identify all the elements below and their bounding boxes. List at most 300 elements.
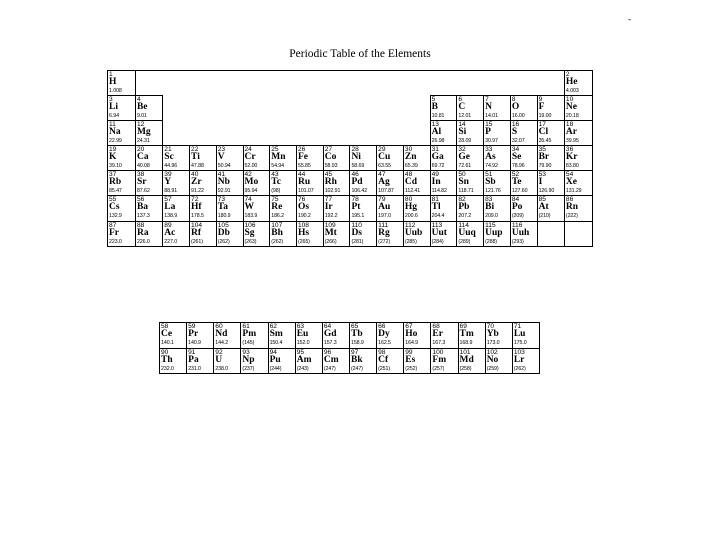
element-symbol: Uup	[485, 227, 503, 238]
element-cell-content	[484, 96, 510, 120]
element-symbol: Sg	[244, 227, 255, 238]
atomic-number: 30	[404, 146, 413, 154]
element-symbol: V	[217, 152, 225, 163]
atomic-number: 4	[136, 96, 141, 104]
element-symbol: Bk	[350, 354, 363, 365]
element-cell-content	[244, 196, 270, 220]
element-symbol: Ar	[565, 127, 577, 138]
element-cell-content	[404, 146, 430, 170]
element-symbol: S	[511, 127, 518, 138]
element-cell	[564, 71, 592, 96]
atomic-number: 73	[217, 196, 226, 204]
atomic-number: 34	[511, 146, 520, 154]
element-cell	[350, 221, 377, 246]
element-cell	[564, 96, 592, 121]
element-symbol: Bi	[485, 202, 495, 213]
element-cell-content	[324, 222, 350, 246]
atomic-number: 58	[161, 323, 169, 330]
empty-gap	[350, 71, 377, 96]
atomic-mass: 175.0	[513, 340, 527, 346]
atomic-number: 36	[565, 146, 574, 154]
element-cell-content	[513, 349, 539, 374]
atomic-number: 10	[565, 96, 574, 104]
atomic-number: 18	[565, 121, 574, 129]
element-cell	[243, 146, 270, 171]
atomic-mass: 192.2	[324, 213, 338, 220]
element-cell	[377, 196, 404, 221]
atomic-number: 43	[271, 171, 279, 179]
atomic-number: 96	[323, 348, 332, 356]
atomic-number: 89	[164, 221, 172, 229]
atomic-mass: (285)	[404, 238, 417, 245]
atomic-mass: (257)	[432, 365, 445, 372]
empty-gap	[163, 71, 190, 96]
element-cell-content	[217, 146, 243, 170]
element-symbol: Uuh	[511, 227, 530, 238]
empty-gap	[323, 96, 350, 121]
element-cell-content	[457, 196, 483, 220]
atomic-number: 56	[136, 196, 145, 204]
element-cell-content	[377, 349, 403, 374]
element-cell-content	[377, 222, 403, 246]
atomic-mass: 197.0	[378, 213, 391, 220]
element-cell	[537, 96, 564, 121]
element-symbol: Ir	[324, 202, 333, 213]
element-symbol: Ta	[217, 202, 228, 213]
element-symbol: Pa	[188, 354, 199, 365]
element-cell-content	[511, 146, 537, 170]
element-cell-content	[163, 146, 189, 170]
element-symbol: Al	[431, 127, 442, 138]
element-cell	[296, 171, 323, 196]
element-cell-content	[136, 222, 162, 246]
element-cell-content	[297, 196, 323, 220]
element-cell-content	[377, 146, 403, 170]
element-cell-content	[565, 71, 592, 95]
empty-gap	[243, 71, 270, 96]
element-cell	[564, 146, 592, 171]
element-cell-content	[565, 196, 592, 220]
element-cell	[163, 221, 190, 246]
element-cell	[510, 196, 537, 221]
element-cell	[537, 121, 564, 146]
element-cell-content	[350, 222, 376, 246]
element-cell-content	[324, 196, 350, 220]
atomic-mass: 126.90	[538, 188, 555, 195]
element-cell-content	[270, 222, 296, 246]
element-cell	[216, 146, 243, 171]
element-cell	[350, 196, 377, 221]
element-cell	[216, 196, 243, 221]
element-cell-content	[108, 146, 135, 170]
element-cell	[322, 323, 349, 349]
element-symbol: H	[109, 77, 117, 87]
empty-gap	[296, 71, 323, 96]
period-row	[108, 121, 593, 146]
atomic-mass: 107.87	[378, 188, 394, 195]
element-cell	[349, 323, 376, 349]
element-cell-content	[324, 171, 350, 195]
element-cell	[187, 348, 214, 374]
element-cell	[108, 196, 136, 221]
atomic-mass: 173.0	[486, 340, 500, 346]
empty-gap	[403, 71, 430, 96]
atomic-mass: 28.09	[458, 138, 472, 145]
element-cell-content	[163, 171, 189, 195]
atomic-mass: 204.4	[431, 213, 445, 220]
element-cell	[457, 221, 484, 246]
atomic-number: 17	[538, 121, 546, 129]
element-cell	[564, 221, 592, 246]
element-cell	[190, 146, 217, 171]
atomic-mass: 50.94	[217, 163, 231, 170]
element-symbol: Am	[296, 354, 312, 365]
element-cell-content	[214, 323, 240, 348]
empty-gap	[270, 121, 297, 146]
element-symbol: At	[538, 202, 549, 213]
element-cell-content	[297, 146, 323, 170]
element-symbol: Kr	[565, 152, 578, 163]
element-cell-content	[565, 146, 592, 170]
atomic-number: 49	[431, 171, 439, 179]
atomic-mass: 92.91	[217, 188, 231, 195]
element-cell-content	[431, 121, 457, 145]
atomic-mass: 183.9	[244, 213, 258, 220]
atomic-mass: 4.003	[565, 88, 579, 94]
element-cell-content	[486, 349, 512, 374]
element-cell-content	[486, 323, 512, 348]
atomic-mass: 65.39	[404, 163, 418, 170]
element-symbol: Xe	[565, 177, 577, 188]
element-cell	[537, 171, 564, 196]
element-symbol: Au	[378, 202, 391, 213]
atomic-mass: (252)	[405, 365, 418, 372]
element-symbol: Ag	[378, 177, 390, 188]
element-cell-content	[565, 96, 592, 120]
page-title: Periodic Table of the Elements	[289, 48, 431, 60]
element-cell-content	[244, 222, 270, 246]
element-cell	[323, 196, 350, 221]
element-cell	[163, 196, 190, 221]
atomic-mass: (210)	[538, 213, 551, 220]
element-cell	[135, 121, 162, 146]
element-cell-content	[404, 196, 430, 220]
element-cell	[108, 171, 136, 196]
element-cell	[135, 221, 162, 246]
atomic-number: 85	[538, 196, 546, 204]
element-cell-content	[190, 171, 216, 195]
empty-gap	[243, 121, 270, 146]
atomic-mass: 131.29	[565, 188, 582, 195]
atomic-number: 66	[378, 323, 386, 330]
element-symbol: Cs	[109, 202, 120, 213]
atomic-number: 7	[485, 96, 489, 104]
empty-gap	[216, 96, 243, 121]
atomic-number: 77	[324, 196, 333, 204]
atomic-number: 42	[244, 171, 252, 179]
atomic-mass: 140.9	[188, 340, 201, 346]
corner-mark: -	[628, 14, 631, 24]
atomic-mass: 9.01	[136, 113, 147, 120]
element-cell	[484, 146, 511, 171]
element-cell	[216, 221, 243, 246]
lanthanides-row	[160, 323, 540, 349]
element-symbol: Sb	[485, 177, 496, 188]
element-cell	[108, 221, 136, 246]
element-cell	[270, 221, 297, 246]
atomic-number: 110	[351, 221, 362, 229]
atomic-number: 83	[485, 196, 493, 204]
element-cell-content	[244, 146, 270, 170]
element-cell-content	[404, 222, 430, 246]
element-cell	[403, 146, 430, 171]
element-cell	[430, 96, 457, 121]
atomic-number: 48	[404, 171, 413, 179]
element-symbol: Ge	[458, 152, 470, 163]
element-symbol: Ti	[191, 152, 200, 163]
atomic-mass: 63.55	[378, 163, 391, 170]
element-symbol: O	[511, 102, 520, 113]
element-cell-content	[108, 96, 135, 120]
element-cell-content	[377, 196, 403, 220]
element-symbol: U	[215, 354, 223, 365]
element-symbol: In	[431, 177, 441, 188]
atomic-number: 3	[109, 96, 113, 104]
atomic-number: 79	[378, 196, 386, 204]
element-cell-content	[136, 146, 162, 170]
element-cell-content	[457, 96, 483, 120]
element-cell	[485, 323, 512, 349]
atomic-mass: 58.69	[351, 163, 365, 170]
atomic-number: 87	[109, 221, 117, 229]
atomic-mass: (288)	[485, 238, 497, 245]
atomic-mass: 40.08	[136, 163, 150, 170]
element-cell	[135, 96, 162, 121]
element-cell	[295, 323, 322, 349]
element-cell-content	[217, 196, 243, 220]
atomic-number: 60	[215, 323, 223, 330]
atomic-mass: 55.85	[297, 163, 311, 170]
element-cell-content	[431, 171, 457, 195]
atomic-number: 32	[458, 146, 466, 154]
element-cell	[268, 348, 295, 374]
element-symbol: Pm	[242, 329, 257, 339]
atomic-number: 84	[511, 196, 520, 204]
element-cell	[484, 221, 511, 246]
atomic-mass: 150.4	[269, 340, 283, 346]
element-cell	[270, 146, 297, 171]
atomic-mass: (262)	[513, 365, 526, 372]
atomic-mass: 232.0	[161, 365, 174, 372]
atomic-mass: 20.18	[565, 113, 579, 120]
atomic-mass: 52.00	[244, 163, 258, 170]
element-symbol: P	[485, 127, 491, 138]
element-symbol: Nd	[215, 329, 228, 339]
element-cell	[108, 121, 136, 146]
atomic-number: 41	[217, 171, 226, 179]
atomic-number: 68	[432, 323, 440, 330]
atomic-number: 38	[136, 171, 145, 179]
atomic-number: 9	[538, 96, 543, 104]
atomic-mass: (243)	[296, 365, 309, 372]
atomic-number: 62	[269, 323, 277, 330]
empty-gap	[135, 71, 162, 96]
element-cell	[377, 323, 404, 349]
atomic-number: 23	[217, 146, 226, 154]
atomic-number: 103	[513, 348, 525, 356]
element-cell	[458, 348, 485, 374]
element-cell	[377, 146, 404, 171]
atomic-mass: 152.0	[296, 340, 310, 346]
element-cell-content	[296, 323, 322, 348]
element-symbol: Uub	[404, 227, 423, 238]
atomic-mass: (247)	[350, 365, 363, 372]
element-cell	[403, 221, 430, 246]
element-cell	[135, 146, 162, 171]
empty-gap	[243, 96, 270, 121]
element-cell	[214, 323, 241, 349]
element-cell-content	[214, 349, 240, 374]
empty-gap	[430, 71, 457, 96]
element-symbol: Fr	[109, 227, 120, 238]
atomic-mass: 12.01	[458, 113, 472, 120]
element-symbol: Ac	[164, 227, 176, 238]
period-row	[108, 96, 593, 121]
element-symbol: Pd	[351, 177, 363, 188]
atomic-number: 113	[431, 221, 443, 229]
element-symbol: Te	[511, 177, 522, 188]
element-cell	[108, 71, 136, 96]
element-symbol: Mn	[271, 152, 286, 163]
element-cell-content	[350, 146, 376, 170]
element-symbol: Tc	[271, 177, 281, 188]
atomic-number: 27	[324, 146, 333, 154]
element-symbol: Ga	[431, 152, 444, 163]
empty-gap	[377, 71, 404, 96]
element-symbol: Rn	[565, 202, 579, 213]
atomic-number: 61	[242, 323, 250, 330]
element-cell-content	[163, 222, 189, 246]
atomic-mass: 209.0	[485, 213, 498, 220]
element-cell-content	[431, 349, 457, 374]
element-cell	[457, 146, 484, 171]
atomic-mass: 226.0	[136, 238, 150, 245]
element-symbol: Pu	[269, 354, 281, 365]
atomic-mass: 118.71	[458, 188, 474, 195]
atomic-number: 37	[109, 171, 117, 179]
element-symbol: La	[164, 202, 176, 213]
atomic-mass: 44.96	[164, 163, 178, 170]
atomic-number: 100	[432, 348, 444, 356]
element-cell	[430, 221, 457, 246]
atomic-number: 57	[164, 196, 172, 204]
element-cell-content	[457, 171, 483, 195]
element-cell-content	[484, 196, 510, 220]
empty-gap	[323, 121, 350, 146]
element-cell-content	[404, 171, 430, 195]
element-symbol: Dy	[378, 329, 390, 339]
atomic-number: 107	[271, 221, 283, 229]
element-cell	[510, 221, 537, 246]
atomic-number: 75	[271, 196, 279, 204]
element-symbol: Md	[459, 354, 474, 365]
atomic-mass: 35.45	[538, 138, 552, 145]
atomic-mass: 87.62	[136, 188, 150, 195]
element-symbol: Se	[511, 152, 522, 163]
atomic-mass: 190.2	[297, 213, 311, 220]
empty-gap	[296, 121, 323, 146]
atomic-mass: 101.07	[297, 188, 314, 195]
element-cell-content	[269, 349, 295, 374]
element-cell	[349, 348, 376, 374]
element-cell	[296, 146, 323, 171]
element-symbol: Th	[161, 354, 173, 365]
element-cell	[163, 171, 190, 196]
element-cell-content	[323, 349, 349, 374]
atomic-mass: 121.76	[485, 188, 501, 195]
element-cell	[457, 96, 484, 121]
atomic-mass: (263)	[244, 238, 257, 245]
element-cell-content	[270, 196, 296, 220]
element-symbol: Db	[217, 227, 230, 238]
element-cell	[160, 348, 187, 374]
atomic-mass: (289)	[458, 238, 471, 245]
element-cell	[510, 146, 537, 171]
element-cell-content	[377, 323, 403, 348]
element-cell	[484, 96, 511, 121]
element-symbol: As	[485, 152, 496, 163]
atomic-number: 8	[511, 96, 516, 104]
element-cell-content	[241, 323, 267, 348]
atomic-number: 88	[136, 221, 145, 229]
atomic-mass: (261)	[191, 238, 203, 245]
element-symbol: Cr	[244, 152, 256, 163]
element-cell-content	[457, 121, 483, 145]
element-symbol: Cu	[378, 152, 391, 163]
atomic-mass: 127.60	[511, 188, 528, 195]
element-symbol: Lu	[513, 329, 526, 339]
atomic-number: 29	[378, 146, 386, 154]
atomic-number: 13	[431, 121, 439, 129]
element-cell-content	[538, 96, 564, 120]
element-cell-content	[511, 196, 537, 220]
atomic-mass: 95.94	[244, 188, 258, 195]
atomic-number: 109	[324, 221, 336, 229]
element-cell-content	[108, 196, 135, 220]
element-symbol: Fe	[297, 152, 308, 163]
element-symbol: Sr	[136, 177, 147, 188]
atomic-number: 20	[136, 146, 145, 154]
element-cell-content	[431, 96, 457, 120]
element-symbol: Os	[297, 202, 310, 213]
element-cell	[163, 146, 190, 171]
element-symbol: Hf	[191, 202, 202, 213]
empty-gap	[537, 71, 564, 96]
element-symbol: Br	[538, 152, 550, 163]
empty-gap	[350, 121, 377, 146]
element-symbol: Sn	[458, 177, 469, 188]
element-cell	[404, 323, 431, 349]
element-cell-content	[459, 323, 485, 348]
element-cell	[135, 171, 162, 196]
atomic-mass: 14.01	[485, 113, 498, 120]
element-symbol: Pr	[188, 329, 199, 339]
atomic-mass: 47.88	[191, 163, 204, 170]
element-cell	[564, 121, 592, 146]
element-cell-content	[136, 96, 162, 120]
atomic-number: 81	[431, 196, 439, 204]
element-symbol: Rf	[191, 227, 202, 238]
